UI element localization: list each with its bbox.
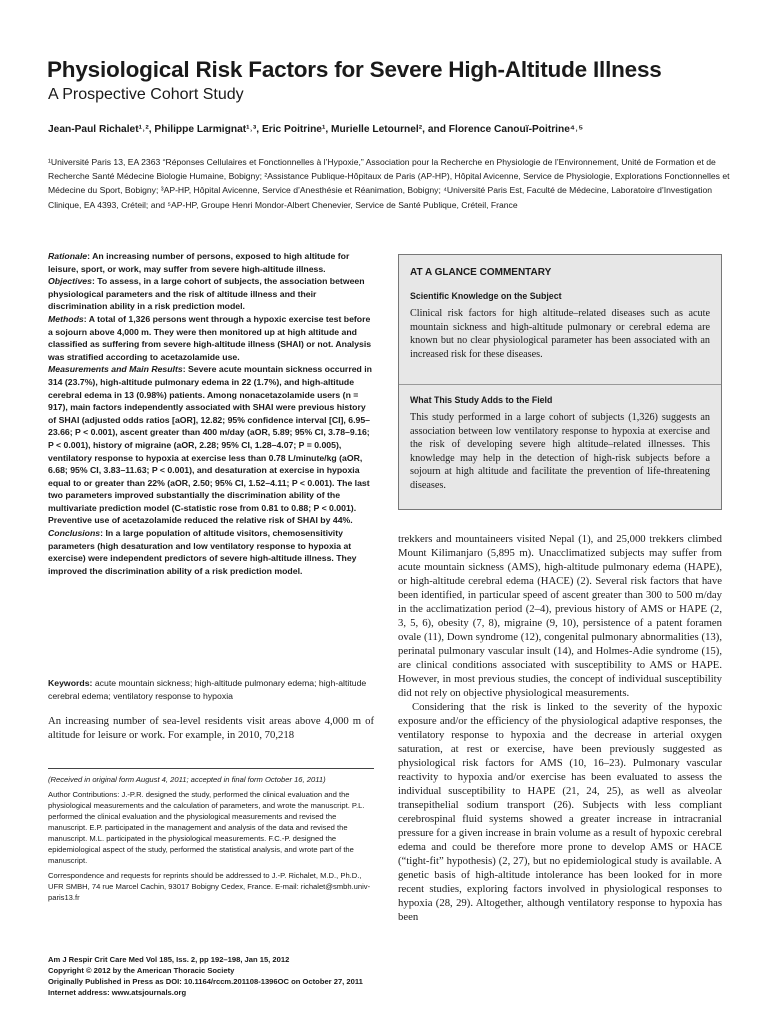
conclusions-text: : In a large population of altitude visitors, chemosensitivity parameters (high desaturation and low ventilatory response to hypoxia at exercise) were independent predictors of severe high-altitude illness. They improved the discrimination ability of a risk prediction model. [48,528,357,576]
correspondence: Correspondence and requests for reprints should be addressed to J.-P. Richalet, M.D., Ph.D., UFR SMBH, 74 rue Marcel Cachin, 93017 Bobigny Cedex, France. E-mail: richalet@smbh.univ-paris13.fr [48,871,371,902]
methods-label: Methods [48,313,84,324]
author-list: Jean-Paul Richalet¹˒², Philippe Larmignat¹˒³, Eric Poitrine¹, Murielle Letournel², and Florence Canouï-Poitrine⁴˒⁵ [48,124,584,135]
author-contributions: Author Contributions: J.-P.R. designed the study, performed the clinical evaluation and the physiological measurements and the calculation of parameters, and wrote the manuscript. P.L. performed the clinical evaluation and the physiological measurements and revised the manuscript. E.P. participated in the management and analysis of the data and revised the manuscript. M.L. participated in the physiological measurements. F.C.-P. designed the epidemiological aspect of the study, performed the statistical analysis, and wrote part of the manuscript. [48,790,365,865]
objectives-text: : To assess, in a large cohort of subjects, the association between physiological parameters and the risk of altitude illness and their discrimination ability in a risk prediction model. [48,276,365,312]
methods-text: : A total of 1,326 persons went through a hypoxic exercise test before a sojourn above 4,000 m. They were then monitored up at high altitude and classified as suffering from severe high-altitude illness (SHAI) or not. Analysis was stratified according to acetazolamide use. [48,313,372,362]
article-subtitle: A Prospective Cohort Study [48,86,244,103]
abstract-conclusions [48,527,374,577]
introduction-body [398,532,722,924]
abstract-results [48,363,374,527]
abstract-objectives [48,275,374,313]
abstract-methods [48,313,374,363]
abstract [48,250,374,577]
conclusions-label: Conclusions [48,528,101,539]
article-title: Physiological Risk Factors for Severe High-Altitude Illness [47,57,662,82]
abstract-rationale [48,250,374,275]
intro-paragraph-continued: trekkers and mountaineers visited Nepal (1), and 25,000 trekkers climbed Mount Kilimanjaro (5,895 m). Unacclimatized subjects may suffer from acute mountain sickness (AMS), high-altitude pulmonary edema (HAPE), or high-altitude cerebral edema (HACE) (2). Several risk factors that have been identified, in particular speed of ascent greater than 300 to 500 m/day in the acclimatization period (2–4), previous history of AMS or HAPE (2, 3, 5, 6), obesity (7, 8), migraine (9, 10), persistence of a patent foramen ovale (11), Down syndrome (12), congenital pulmonary abnormalities (13), perinatal pulmonary vascular insult (14), and Holmes-Adie syndrome (15), are clinical conditions associated with susceptibility to AMS or HAPE. However, in most previous studies, the concept of individual susceptibility did not rely on objective physiological measurements. [398,533,722,699]
results-label: Measurements and Main Results [48,364,183,375]
glance-heading-knowledge: Scientific Knowledge on the Subject [410,291,562,301]
glance-divider [399,384,721,385]
rationale-label: Rationale [48,251,88,261]
journal-citation: Am J Respir Crit Care Med Vol 185, Iss. 2, pp 192–198, Jan 15, 2012 [48,955,290,964]
rationale-text: : An increasing number of persons, exposed to high altitude for leisure, sport, or work, may suffer from severe high-altitude illness. [48,251,350,274]
footnotes [48,774,374,907]
at-a-glance-box [398,254,722,510]
received-dates: (Received in original form August 4, 2011; accepted in final form October 16, 2011) [48,775,326,784]
keywords-text: acute mountain sickness; high-altitude pulmonary edema; high-altitude cerebral edema; ventilatory response to hypoxia [48,678,367,701]
journal-copyright: Copyright © 2012 by the American Thoracic Society [48,966,235,975]
glance-heading-adds: What This Study Adds to the Field [410,395,553,405]
journal-url: Internet address: www.atsjournals.org [48,988,187,997]
keywords [48,677,374,702]
glance-title: AT A GLANCE COMMENTARY [410,267,552,278]
intro-paragraph: An increasing number of sea-level residents visit areas above 4,000 m of altitude for leisure or work. For example, in 2010, 70,218 [48,715,374,741]
glance-body-knowledge: Clinical risk factors for high altitude–related diseases such as acute mountain sickness and high-altitude pulmonary or cerebral edema are known but no clear physiological parameter has been associated with an increased risk for these diseases. [410,308,710,360]
journal-doi: Originally Published in Press as DOI: 10.1164/rccm.201108-1396OC on October 27, 2011 [48,977,363,986]
intro-paragraph-2: Considering that the risk is linked to the severity of the hypoxic exposure and/or the efficiency of the physiological adaptive responses, the ventilatory response to hypoxia and the decrease in arterial oxygen saturation, at rest or exercise, have been previously suggested as physiological risk factors for AMS (10, 16–23). Pulmonary vascular reactivity to hypoxia and/or exercise has been evaluated to assess the individual susceptibility to HAPE (21, 24, 25), as well as alveolar transepithelial sodium transport (26). Subjects with less compliant cerebrospinal fluid systems showed a greater increase in intracranial pressure for a given increase in brain volume as a result of hypoxic cerebral edema and could be therefore more prone to develop AMS or HACE (“tight-fit” hypothesis) (2, 27), but no epidemiological study is available. A genetic basis of high-altitude intolerance has been looked for in more recent studies, exploring factors involved in physiological responses to hypoxia (28, 29). Altogether, although ventilatory response to hypoxia has been [398,701,722,923]
glance-body-adds: This study performed in a large cohort of subjects (1,326) suggests an association between low ventilatory response to hypoxia at exercise and the risk of developing severe high altitude–related illnesses. This knowledge may help in the detection of high-risk subjects before a sojourn at high altitude and facilitate the prevention of life-threatening diseases. [410,412,710,491]
affiliations: ¹Université Paris 13, EA 2363 “Réponses Cellulaires et Fonctionnelles à l’Hypoxie,” Association pour la Recherche en Physiologie de l’Environnement, Unité de Formation et de Recherche Santé Médecine Biologie Humaine, Bobigny; ²Assistance Publique-Hôpitaux de Paris (AP-HP), Hôpital Avicenne, Service de Physiologie, Explorations Fonctionnelles et Médecine du Sport, Bobigny; ³AP-HP, Hôpital Avicenne, Service d’Anesthésie et Réanimation, Bobigny; ⁴Université Paris Est, Faculté de Médecine, Laboratoire d’Investigation Clinique, EA 4393, Créteil; and ⁵AP-HP, Groupe Henri Mondor-Albert Chenevier, Service de Santé Publique, Créteil, France [48,157,730,210]
objectives-label: Objectives [48,276,92,287]
keywords-label: Keywords: [48,678,93,688]
footnote-divider [48,768,374,769]
results-text: : Severe acute mountain sickness occurred in 314 (23.7%), high-altitude pulmonary edema in 22 (1.7%), and high-altitude cerebral edema in 13 (0.98%) patients. Among nonacetazolamide users (n = 917), main factors independently associated with SHAI were previous history of SHAI (adjusted odds ratios [aOR], 12.82; 95% confidence interval [CI], 6.95–23.66; P < 0.001), ascent greater than 400 m/day (aOR, 5.89; 95% CI, 3.78–9.16; P < 0.001), history of migraine (aOR, 2.28; 95% CI, 1.28–4.07; P = 0.005), ventilatory response to hypoxia at exercise less than 0.78 L/minute/kg (aOR, 6.68; 95% CI, 3.83–11.63; P < 0.001), and desaturation at exercise in hypoxia equal to or greater than 22% (aOR, 2.50; 95% CI, 1.52–4.11; P < 0.001). The last two parameters improved substantially the discrimination ability of the multivariate prediction model (C-statistic rose from 0.81 to 0.88; P < 0.001). Preventive use of acetazolamide reduced the relative risk of SHAI by 44%. [48,364,372,526]
journal-info [48,954,378,998]
